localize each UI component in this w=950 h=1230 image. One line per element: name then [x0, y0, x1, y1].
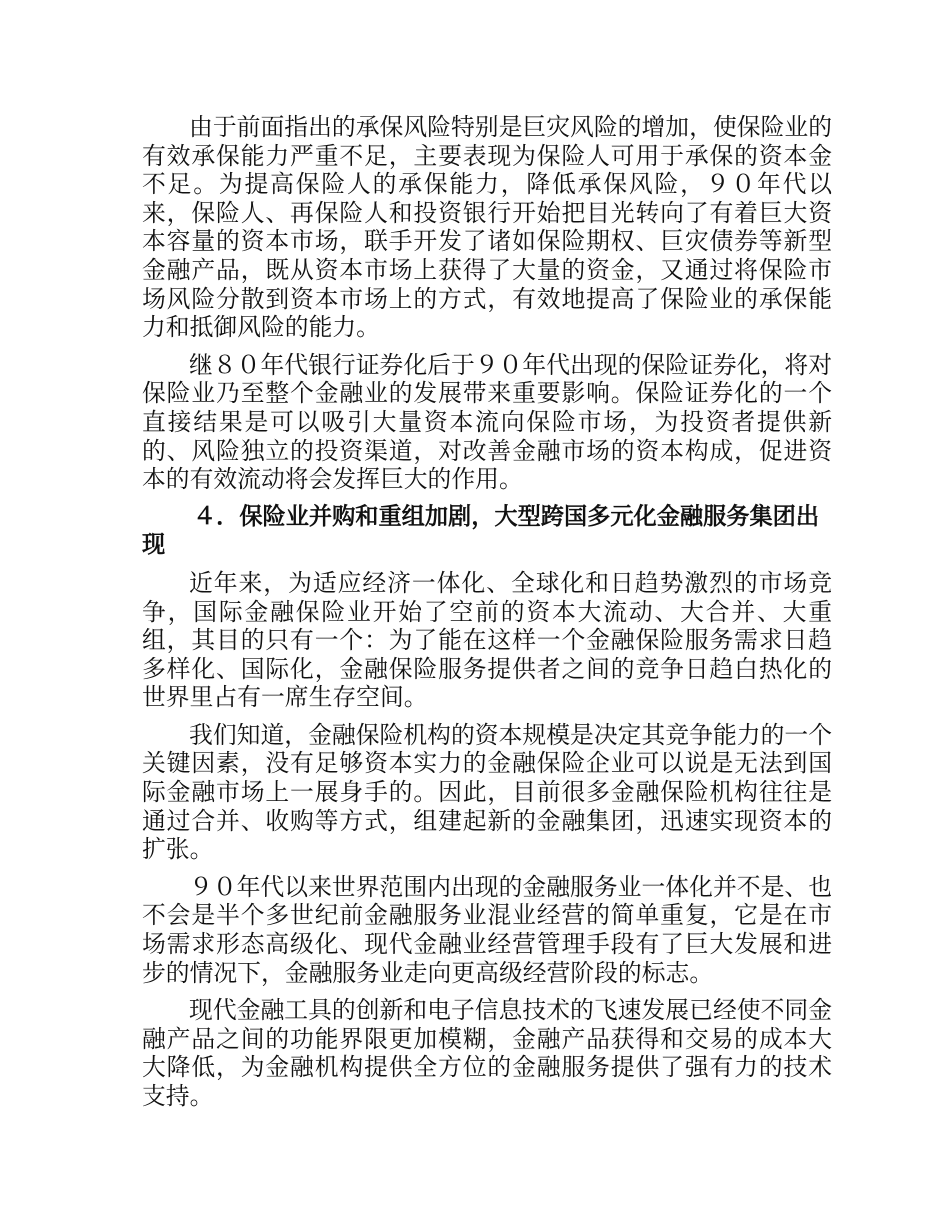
paragraph-innovation: 现代金融工具的创新和电子信息技术的飞速发展已经使不同金融产品之间的功能界限更加模糊，金融产品获得和交易的成本大大降低，为金融机构提供全方位的金融服务提供了强有力的技术支持。 — [142, 996, 832, 1110]
document-body — [142, 113, 832, 1120]
paragraph-capital-flow: 近年来，为适应经济一体化、全球化和日趋势激烈的市场竞争，国际金融保险业开始了空前的资本大流动、大合并、大重组，其目的只有一个：为了能在这样一个金融保险服务需求日趋多样化、国际化，金融保险服务提供者之间的竞争日趋白热化的世界里占有一席生存空间。 — [142, 568, 832, 712]
paragraph-integration: ９０年代以来世界范围内出现的金融服务业一体化并不是、也不会是半个多世纪前金融服务业混业经营的简单重复，它是在市场需求形态高级化、现代金融业经营管理手段有了巨大发展和进步的情况下，金融服务业走向更高级经营阶段的标志。 — [142, 872, 832, 987]
section-heading-mergers: ４．保险业并购和重组加剧，大型跨国多元化金融服务集团出现 — [142, 502, 820, 559]
paragraph-capital-scale: 我们知道，金融保险机构的资本规模是决定其竞争能力的一个关键因素，没有足够资本实力的金融保险企业可以说是无法到国际金融市场上一展身手的。因此，目前很多金融保险机构往往是通过合并、收购等方式，组建起新的金融集团，迅速实现资本的扩张。 — [142, 720, 832, 864]
paragraph-underwriting-capacity: 由于前面指出的承保风险特别是巨灾风险的增加，使保险业的有效承保能力严重不足，主要表现为保险人可用于承保的资本金不足。为提高保险人的承保能力，降低承保风险，９０年代以来，保险人、再保险人和投资银行开始把目光转向了有着巨大资本容量的资本市场，联手开发了诸如保险期权、巨灾债券等新型金融产品，既从资本市场上获得了大量的资金，又通过将保险市场风险分散到资本市场上的方式，有效地提高了保险业的承保能力和抵御风险的能力。 — [142, 113, 832, 342]
paragraph-insurance-securitization: 继８０年代银行证券化后于９０年代出现的保险证券化，将对保险业乃至整个金融业的发展带来重要影响。保险证券化的一个直接结果是可以吸引大量资本流向保险市场，为投资者提供新的、风险独立的投资渠道，对改善金融市场的资本构成，促进资本的有效流动将会发挥巨大的作用。 — [142, 350, 832, 494]
